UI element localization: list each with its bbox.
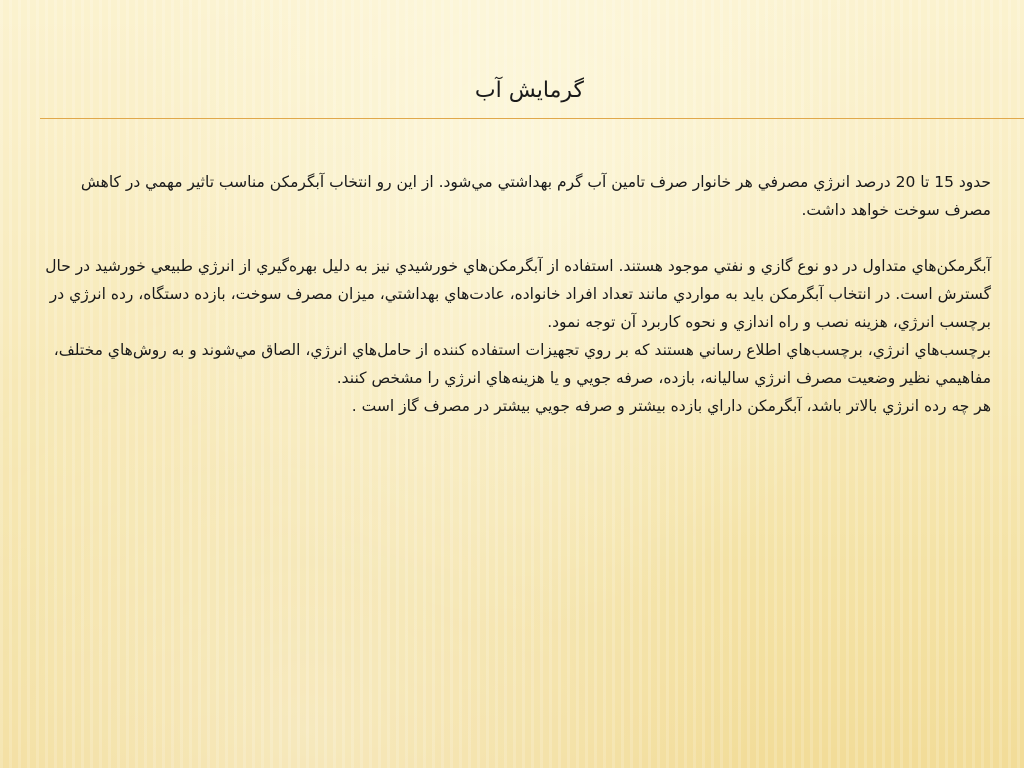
paragraph-spacer: [40, 224, 991, 252]
title-underline: [40, 118, 1024, 119]
slide-body: [40, 168, 991, 420]
paragraph-water-heating-share: حدود 15 تا 20 درصد انرژي مصرفي هر خانوار صرف تامين آب گرم بهداشتي مي‌شود. از اين رو انتخاب آبگرمكن مناسب تاثير مهمي در كاهش مصرف سوخت خواهد داشت.: [80, 173, 991, 219]
slide-title: گرمايش آب: [474, 78, 584, 103]
paragraph-energy-rating: هر چه رده انرژي بالاتر باشد، آبگرمكن داراي بازده بيشتر و صرفه جويي بيشتر در مصرف گاز است .: [351, 397, 991, 415]
paragraph-energy-labels: برچسب‌هاي انرژي، برچسب‌هاي اطلاع رساني هستند كه بر روي تجهيزات استفاده كننده از حامل‌هاي انرژي، الصاق مي‌شوند و به روش‌هاي مختلف، مفاهيمي نظير وضعيت مصرف انرژي ساليانه، بازده، صرفه جويي و يا هزينه‌هاي انرژي را مشخص كنند.: [53, 341, 991, 387]
paragraph-heater-types: آبگرمكن‌هاي متداول در دو نوع گازي و نفتي موجود هستند. استفاده از آبگرمكن‌هاي خورشيدي نيز به دليل بهره‌گيري از انرژي طبيعي خورشيد در حال گسترش است. در انتخاب آبگرمكن بايد به مواردي مانند تعداد افراد خانواده، عادت‌هاي بهداشتي، ميزان مصرف سوخت، بازده دستگاه، رده انرژي در برچسب انرژي، هزينه نصب و راه اندازي و نحوه كاربرد آن توجه نمود.: [45, 257, 991, 331]
